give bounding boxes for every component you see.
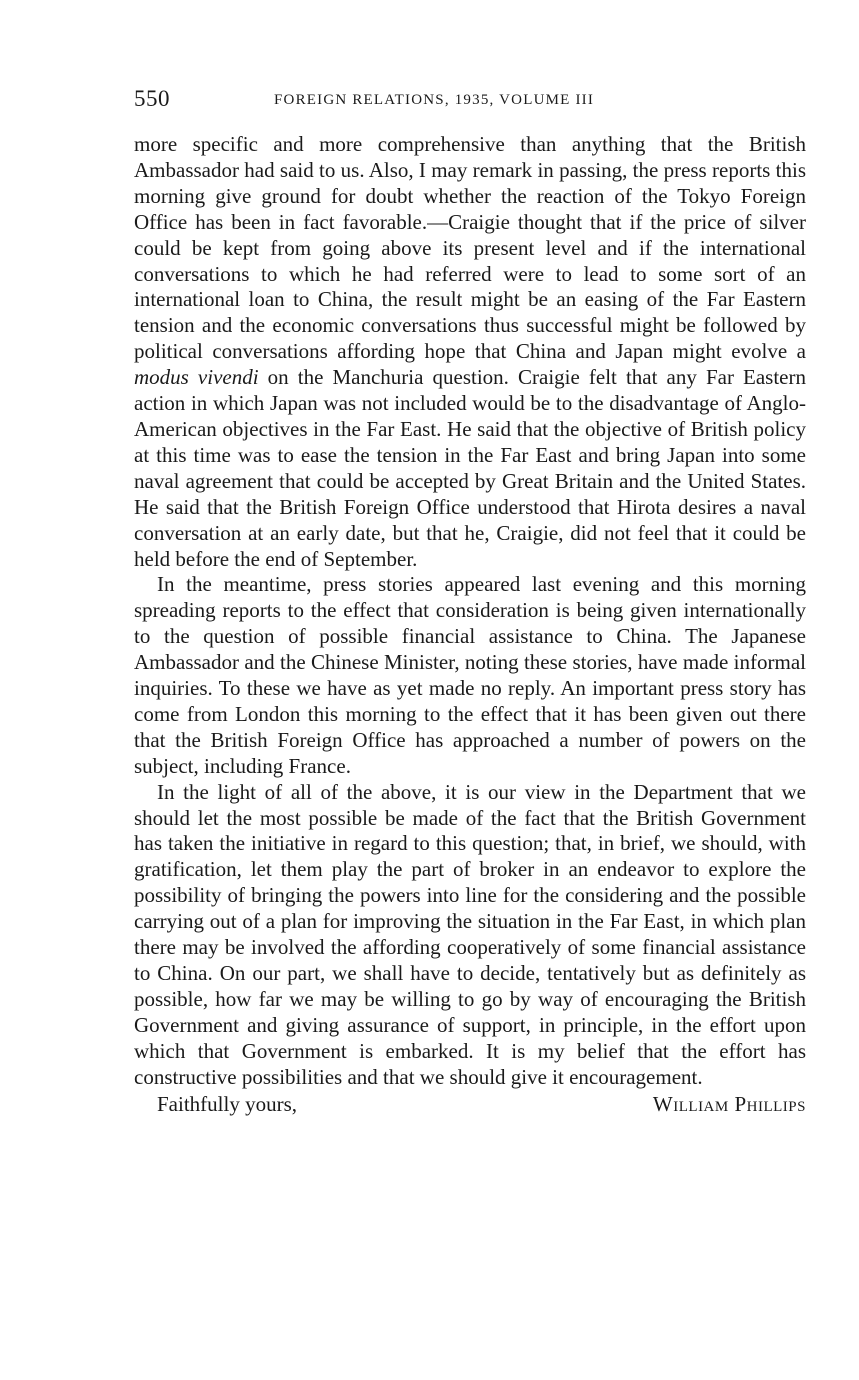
signature: William Phillips (652, 1091, 806, 1116)
running-head (134, 86, 806, 116)
paragraph-2: In the meantime, press stories appeared last evening and this morning spreading reports to the effect that consideration is being given internationally to the question of possible financial assistance to China. The Japanese Ambassador and the Chinese Minister, noting these stories, have made informal inquiries. To these we have as yet made no reply. An important press story has come from London this morning to the effect that it has been given out there that the British Foreign Office has approached a number of powers on the subject, including France. (134, 572, 806, 778)
running-title: FOREIGN RELATIONS, 1935, VOLUME III (274, 92, 595, 108)
italic-phrase: modus vivendi (134, 365, 259, 390)
salutation: Faithfully yours, (157, 1091, 297, 1116)
paragraph-1 (134, 132, 806, 572)
paragraph-1-text: more specific and more comprehensive than anything that the British Ambassador had said to us. Also, I may remark in passing, the press reports this morning give ground for doubt whether the reaction of the Tokyo Foreign Office has been in fact favorable.—Craigie thought that if the price of silver could be kept from going above its present level and if the international conversations to which he had referred were to lead to some sort of an international loan to China, the result might be an easing of the Far Eastern tension and the economic conversations thus successful might be followed by political conversations affording hope that China and Japan might evolve a (134, 132, 806, 364)
closing (134, 1092, 806, 1118)
paragraph-3: In the light of all of the above, it is our view in the Department that we should let the most possible be made of the fact that the British Government has taken the initiative in regard to this question; that, in brief, we should, with gratification, let them play the part of broker in an endeavor to explore the possibility of bringing the powers into line for the considering and the possible carrying out of a plan for improving the situation in the Far East, in which plan there may be involved the affording cooperatively of some financial assistance to China. On our part, we shall have to decide, tentatively but as definitely as possible, how far we may be willing to go by way of encouraging the British Government and giving assurance of support, in principle, in the effort upon which that Government is embarked. It is my belief that the effort has constructive possibilities and that we should give it encouragement. (134, 779, 806, 1089)
letter-body (134, 132, 806, 1118)
page-number: 550 (134, 86, 170, 111)
paragraph-1-text-continued: on the Manchuria question. Craigie felt that any Far Eastern action in which Japan was not included would be to the disadvantage of Anglo-American objectives in the Far East. He said that the objective of British policy at this time was to ease the tension in the Far East and bring Japan into some naval agreement that could be accepted by Great Britain and the United States. He said that the British Foreign Office understood that Hirota desires a naval conversation at an early date, but that he, Craigie, did not feel that it could be held before the end of September. (134, 365, 806, 571)
